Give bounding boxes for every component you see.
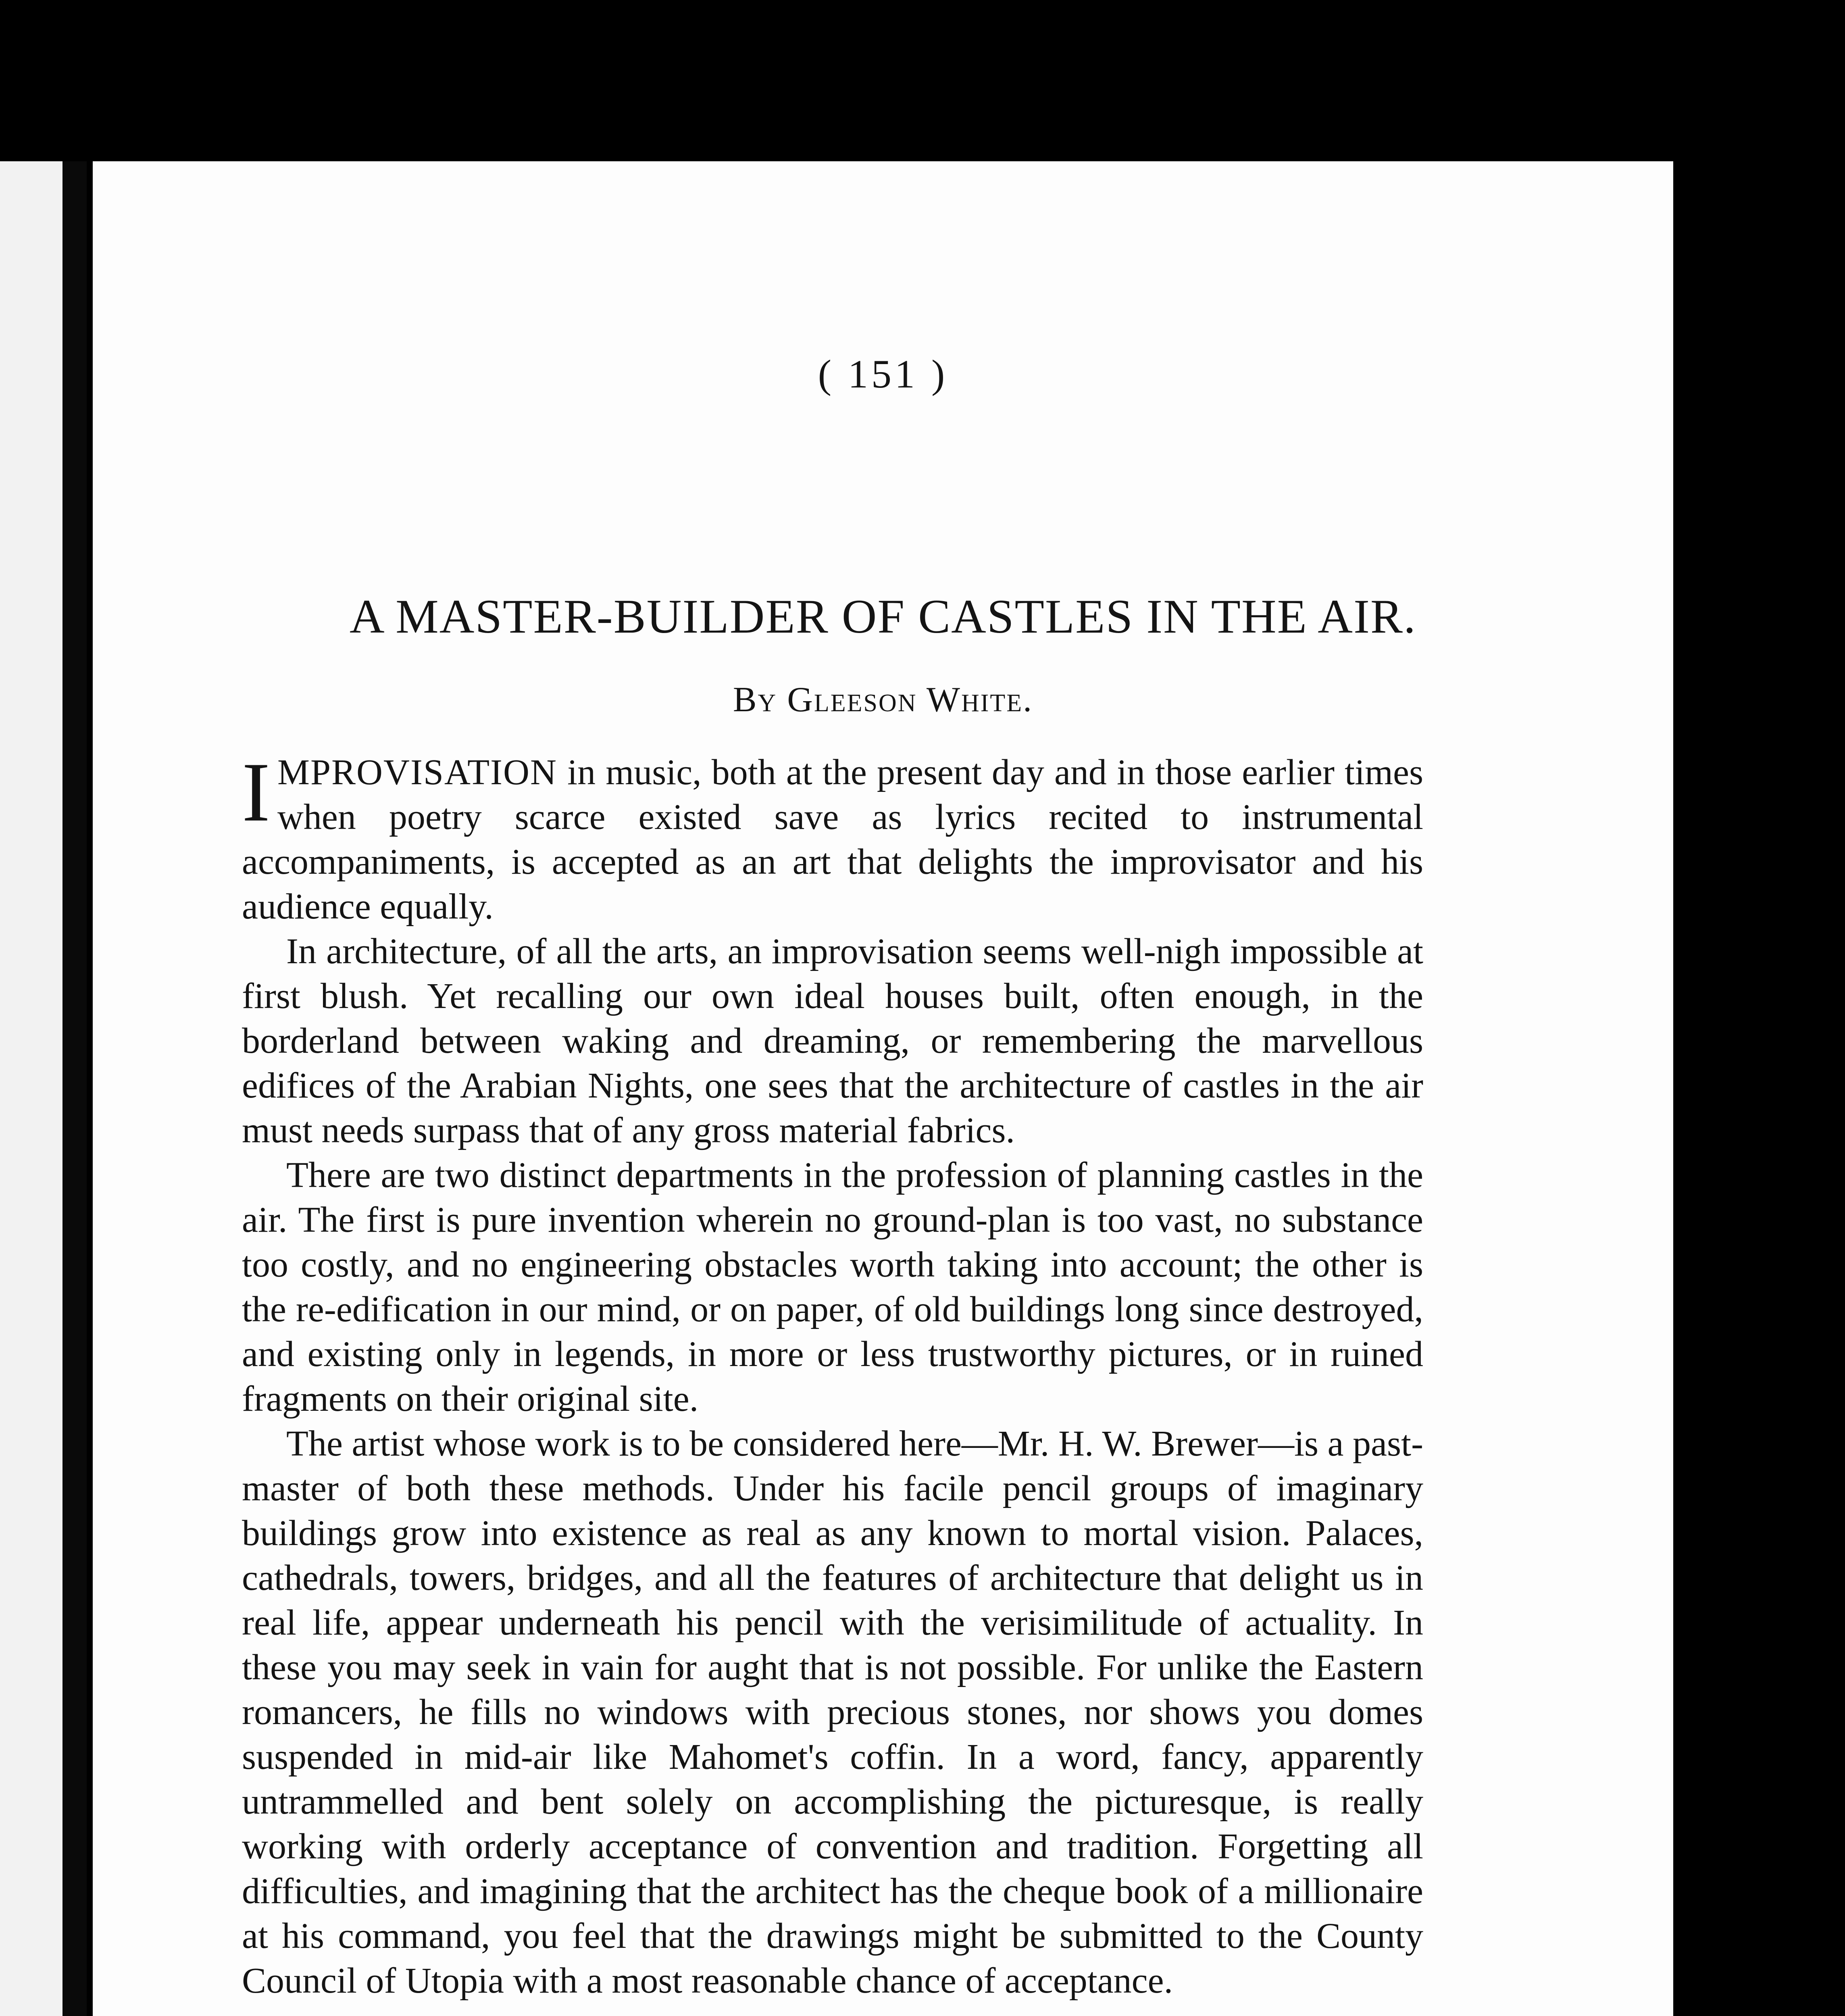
lead-in-caps: MPROVISATION [277, 752, 558, 792]
page-number: ( 151 ) [818, 352, 948, 396]
paragraph-1-text: in music, both at the present day and in those earlier times when poetry scarce existed save as lyrics recited to instrumental accompaniments, is accepted as an art that delights the improvisator and his audience equally. [242, 752, 1423, 927]
article-title: A MASTER-BUILDER OF CASTLES IN THE AIR. [350, 589, 1416, 643]
facing-page-edge [0, 161, 62, 2016]
paragraph-2: In architecture, of all the arts, an improvisation seems well-nigh impossible at first blush. Yet recalling our own ideal houses built, often enough, in the borderland between waking and dreaming, or remembering the marvellous edifices of the Arabian Nights, one sees that the architecture of castles in the air must needs surpass that of any gross material fabrics. [242, 931, 1423, 1150]
paragraph-4: The artist whose work is to be considered here—Mr. H. W. Brewer—is a past-master of both these methods. Under his facile pencil groups of imaginary buildings grow into existence as real as any known to mortal vision. Palaces, cathedrals, towers, bridges, and all the features of architecture that delight us in real life, appear underneath his pencil with the verisimilitude of actuality. In these you may seek in vain for aught that is not possible. For unlike the Eastern romancers, he fills no windows with precious stones, nor shows you domes suspended in mid-air like Mahomet's coffin. In a word, fancy, apparently untrammelled and bent solely on accomplishing the picturesque, is really working with orderly acceptance of convention and tradition. Forgetting all difficulties, and imagining that the architect has the cheque book of a millionaire at his command, you feel that the drawings might be submitted to the County Council of Utopia with a most reasonable chance of acceptance. [242, 1424, 1423, 2001]
drop-cap: I [242, 746, 270, 839]
paragraph-3: There are two distinct departments in the profession of planning castles in the air. The first is pure invention wherein no ground-plan is too vast, no substance too costly, and no engineering obstacles worth taking into account; the other is the re-edification in our mind, or on paper, of old buildings long since destroyed, and existing only in legends, in more or less trustworthy pictures, or in ruined fragments on their original site. [242, 1155, 1423, 1419]
paragraph-1 [242, 746, 1423, 929]
book-page [93, 161, 1673, 2016]
article-body [242, 746, 1423, 2016]
book-gutter [62, 161, 87, 2016]
article-byline: By Gleeson White. [733, 680, 1033, 719]
